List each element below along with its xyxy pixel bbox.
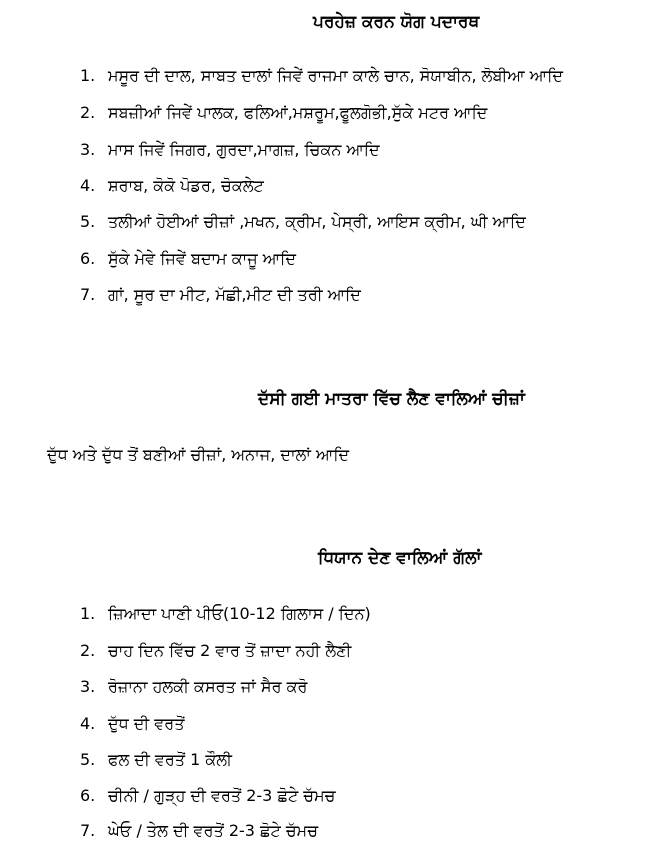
item-number: 1. xyxy=(80,66,96,85)
item-text: ਗਾਂ, ਸੂਰ ਦਾ ਮੀਟ, ਮੱਛੀ,ਮੀਟ ਦੀ ਤਰੀ ਆਦਿ xyxy=(108,285,361,304)
item-number: 2. xyxy=(80,103,96,122)
item-text: ਰੋਜ਼ਾਨਾ ਹਲਕੀ ਕਸਰਤ ਜਾਂ ਸੈਰ ਕਰੋ xyxy=(108,677,308,696)
item-number: 6. xyxy=(80,249,96,268)
item-number: 5. xyxy=(80,750,96,769)
item-text: ਸਬਜ਼ੀਆਂ ਜਿਵੇਂ ਪਾਲਕ, ਫਲਿਆਂ,ਮਸ਼ਰੂਮ,ਫੂਲਗੋਭੀ,ਸੁੱਕੇ ਮਟਰ ਆਦਿ xyxy=(108,103,488,122)
item-number: 2. xyxy=(80,641,96,660)
item-number: 3. xyxy=(80,140,96,159)
item-text: ਫਲ ਦੀ ਵਰਤੋਂ 1 ਕੌਲੀ xyxy=(108,750,232,769)
item-number: 4. xyxy=(80,176,96,195)
heading-avoid-foods: ਪਰਹੇਜ਼ ਕਰਨ ਯੋਗ ਪਦਾਰਥ xyxy=(313,12,480,32)
item-text: ਸੁੱਕੇ ਮੇਵੇ ਜਿਵੇਂ ਬਦਾਮ ਕਾਜੂ ਆਦਿ xyxy=(108,249,296,268)
item-text: ਮਾਸ ਜਿਵੇਂ ਜਿਗਰ, ਗੁਰਦਾ,ਮਾਗਜ਼, ਚਿਕਨ ਆਦਿ xyxy=(108,140,380,159)
item-number: 1. xyxy=(80,604,96,623)
item-text: ਤਲੀਆਂ ਹੋਈਆਂ ਚੀਜ਼ਾਂ ,ਮਖਨ, ਕ੍ਰੀਮ, ਪੇਸ੍ਰੀ, ਆਇਸ ਕ੍ਰੀਮ, ਘੀ ਆਦਿ xyxy=(108,212,526,231)
item-text: ਚਾਹ ਦਿਨ ਵਿੱਚ 2 ਵਾਰ ਤੋਂ ਜ਼ਾਦਾ ਨਹੀ ਲੈਣੀ xyxy=(108,641,352,660)
item-number: 7. xyxy=(80,285,96,304)
item-text: ਘੇਓ / ਤੇਲ ਦੀ ਵਰਤੋਂ 2-3 ਛੋਟੇ ਚੱਮਚ xyxy=(108,821,318,840)
item-number: 7. xyxy=(80,821,96,840)
heading-things-to-note: ਧਿਯਾਨ ਦੇਣ ਵਾਲਿਆਂ ਗੱਲਾਂ xyxy=(318,548,482,568)
item-number: 4. xyxy=(80,714,96,733)
item-text: ਜ਼ਿਆਦਾ ਪਾਣੀ ਪੀਓ(10-12 ਗਿਲਾਸ / ਦਿਨ) xyxy=(108,604,371,623)
item-number: 3. xyxy=(80,677,96,696)
item-number: 5. xyxy=(80,212,96,231)
limited-foods-text: ਦੁੱਧ ਅਤੇ ਦੁੱਧ ਤੋਂ ਬਣੀਆਂ ਚੀਜ਼ਾਂ, ਅਨਾਜ, ਦਾਲਾਂ ਆਦਿ xyxy=(47,445,350,464)
item-number: 6. xyxy=(80,786,96,805)
item-text: ਮਸੂਰ ਦੀ ਦਾਲ, ਸਾਬਤ ਦਾਲਾਂ ਜਿਵੇਂ ਰਾਜਮਾ ਕਾਲੇ ਚਾਨ, ਸੋਯਾਬੀਨ, ਲੋਬੀਆ ਆਦਿ xyxy=(108,66,563,85)
heading-limited-foods: ਦੱਸੀ ਗਈ ਮਾਤਰਾ ਵਿੱਚ ਲੈਣ ਵਾਲਿਆਂ ਚੀਜ਼ਾਂ xyxy=(258,389,525,409)
item-text: ਦੁੱਧ ਦੀ ਵਰਤੋਂ xyxy=(108,714,185,733)
item-text: ਚੀਨੀ / ਗੁੜ੍ਹ ਦੀ ਵਰਤੋਂ 2-3 ਛੋਟੇ ਚੱਮਚ xyxy=(108,786,336,805)
item-text: ਸ਼ਰਾਬ, ਕੋਕੋ ਪੋਡਰ, ਚੋਕਲੇਟ xyxy=(108,176,264,195)
